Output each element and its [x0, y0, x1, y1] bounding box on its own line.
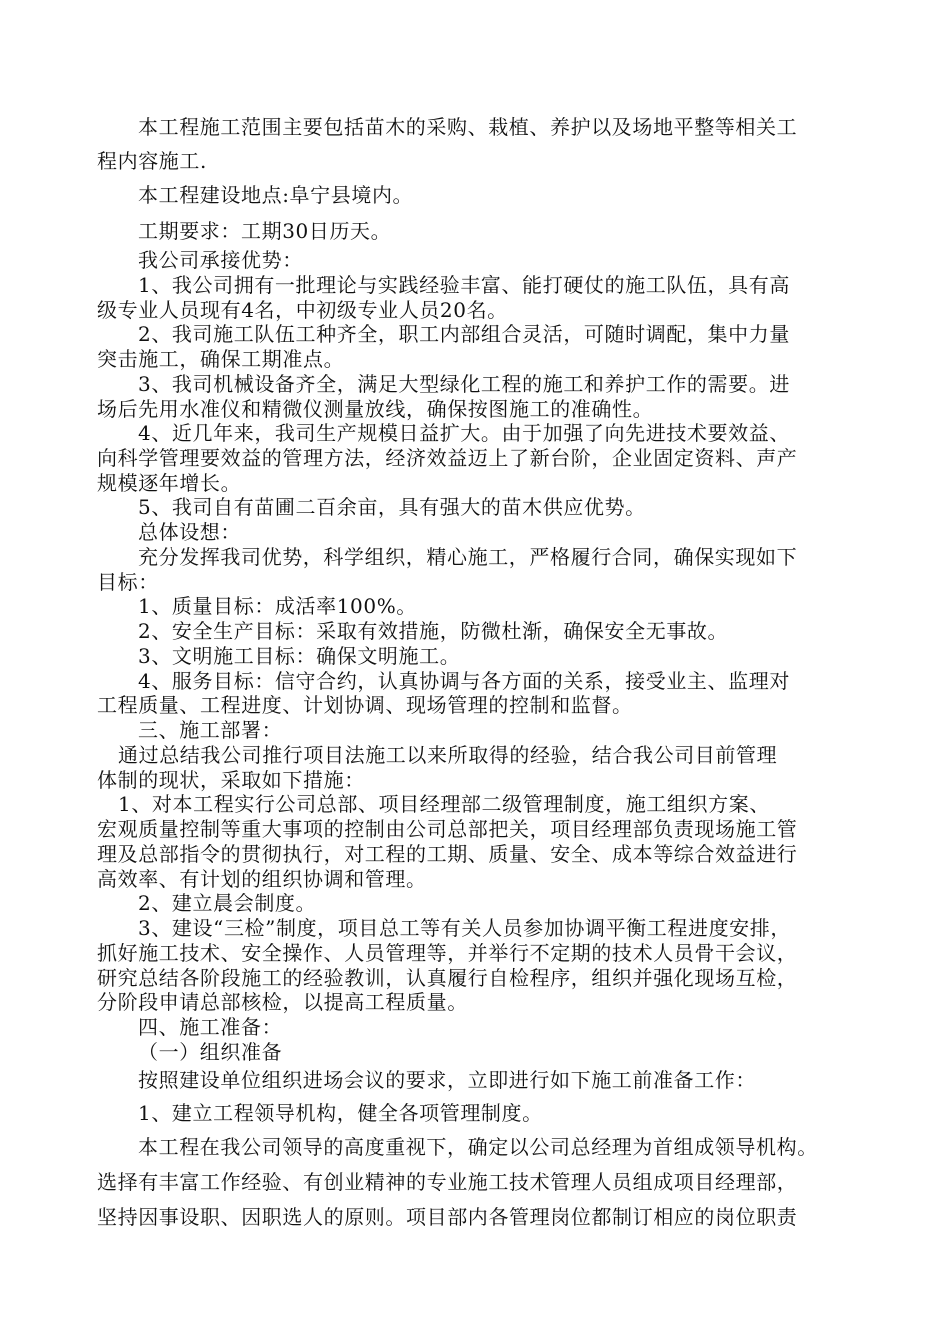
text-line: 1、建立工程领导机构，健全各项管理制度。 [138, 1101, 543, 1125]
text-line: 理及总部指令的贯彻执行，对工程的工期、质量、安全、成本等综合效益进行 [97, 842, 798, 866]
text-line: 本工程建设地点:阜宁县境内。 [138, 183, 414, 207]
text-line: 体制的现状，采取如下措施： [97, 768, 365, 792]
section-heading: 四、施工准备： [138, 1015, 283, 1039]
text-line: 2、建立晨会制度。 [138, 891, 317, 915]
text-line: 我公司承接优势： [138, 248, 303, 272]
text-line: 通过总结我公司推行项目法施工以来所取得的经验，结合我公司目前管理 [118, 743, 778, 767]
text-line: 程内容施工. [97, 149, 207, 173]
text-line: 2、安全生产目标：采取有效措施，防微杜渐，确保安全无事故。 [138, 619, 729, 643]
text-line: 本工程在我公司领导的高度重视下，确定以公司总经理为首组成领导机构。 [138, 1135, 818, 1159]
text-line: 工期要求：工期30日历天。 [138, 219, 392, 243]
text-line: 按照建设单位组织进场会议的要求，立即进行如下施工前准备工作： [138, 1068, 756, 1092]
text-line: 宏观质量控制等重大事项的控制由公司总部把关，项目经理部负责现场施工管 [97, 817, 798, 841]
text-line: 1、质量目标：成活率100%。 [138, 594, 417, 618]
text-line: 突击施工，确保工期准点。 [97, 347, 345, 371]
text-line: 研究总结各阶段施工的经验教训，认真履行自检程序，组织并强化现场互检， [97, 966, 798, 990]
section-heading: 三、施工部署： [138, 718, 283, 742]
text-line: 规模逐年增长。 [97, 471, 242, 495]
text-line: 抓好施工技术、安全操作、人员管理等，并举行不定期的技术人员骨干会议， [97, 941, 798, 965]
text-line: 选择有丰富工作经验、有创业精神的专业施工技术管理人员组成项目经理部， [97, 1170, 798, 1194]
text-line: 4、服务目标：信守合约，认真协调与各方面的关系，接受业主、监理对 [138, 669, 790, 693]
text-line: 1、我公司拥有一批理论与实践经验丰富、能打硬仗的施工队伍，具有高 [138, 273, 790, 297]
text-line: 2、我司施工队伍工种齐全，职工内部组合灵活，可随时调配，集中力量 [138, 322, 790, 346]
text-line: 目标： [97, 570, 159, 594]
subsection-heading: （一）组织准备 [138, 1040, 283, 1064]
text-line: 向科学管理要效益的管理方法，经济效益迈上了新台阶，企业固定资料、声产 [97, 446, 798, 470]
text-line: 本工程施工范围主要包括苗木的采购、栽植、养护以及场地平整等相关工 [138, 115, 798, 139]
text-line: 充分发挥我司优势，科学组织，精心施工，严格履行合同，确保实现如下 [138, 545, 798, 569]
text-line: 5、我司自有苗圃二百余亩，具有强大的苗木供应优势。 [138, 495, 646, 519]
text-line: 场后先用水准仪和精微仪测量放线，确保按图施工的准确性。 [97, 397, 654, 421]
text-line: 总体设想： [138, 520, 241, 544]
text-line: 3、文明施工目标：确保文明施工。 [138, 644, 461, 668]
text-line: 3、建设“三检”制度，项目总工等有关人员参加协调平衡工程进度安排， [138, 916, 791, 940]
text-line: 级专业人员现有4名，中初级专业人员20名。 [97, 298, 508, 322]
text-line: 坚持因事设职、因职选人的原则。项目部内各管理岗位都制订相应的岗位职责 [97, 1205, 798, 1229]
text-line: 3、我司机械设备齐全，满足大型绿化工程的施工和养护工作的需要。进 [138, 372, 790, 396]
text-line: 高效率、有计划的组织协调和管理。 [97, 867, 427, 891]
text-line: 工程质量、工程进度、计划协调、现场管理的控制和监督。 [97, 693, 633, 717]
text-line: 1、对本工程实行公司总部、项目经理部二级管理制度，施工组织方案、 [118, 792, 770, 816]
text-line: 分阶段申请总部核检，以提高工程质量。 [97, 990, 468, 1014]
text-line: 4、近几年来，我司生产规模日益扩大。由于加强了向先进技术要效益、 [138, 421, 790, 445]
